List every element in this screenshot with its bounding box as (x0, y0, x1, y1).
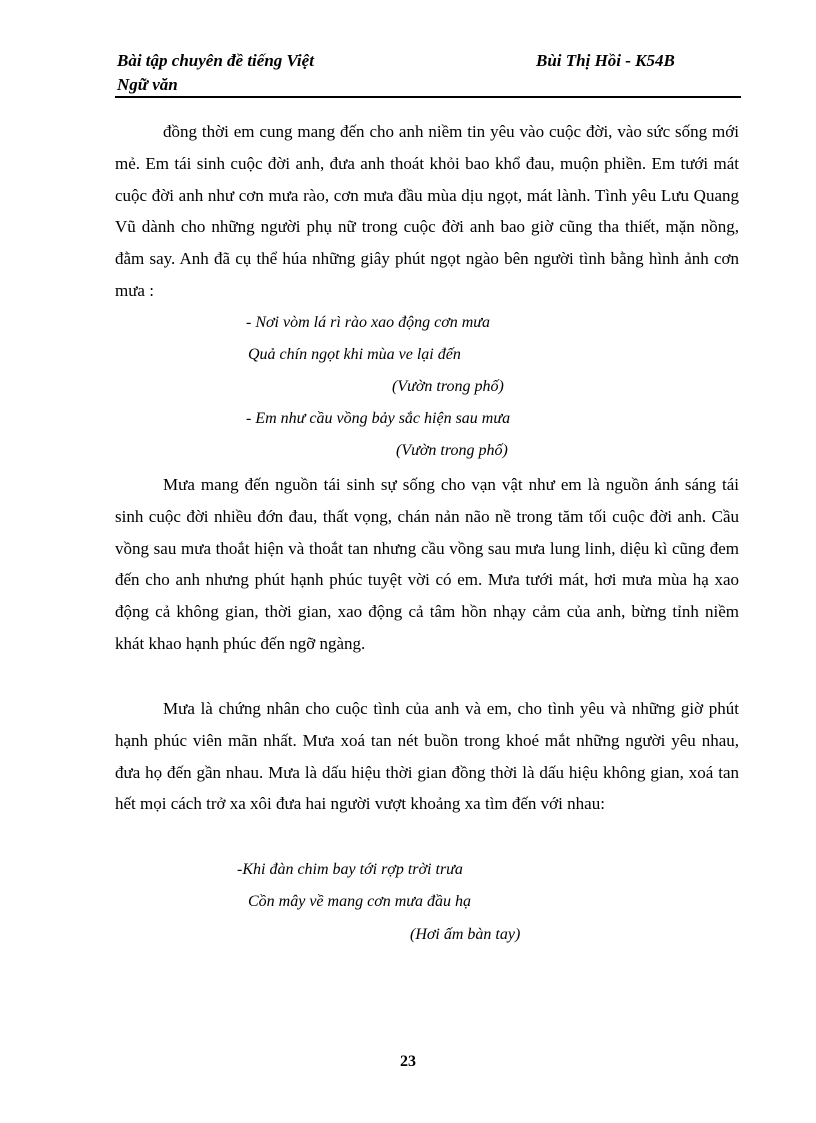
header-divider (115, 96, 741, 98)
verse-source-2: (Vườn trong phố) (396, 442, 508, 459)
verse-line-3: - Em như cầu vồng bảy sắc hiện sau mưa (246, 410, 511, 427)
paragraph-1: đồng thời em cung mang đến cho anh niềm tin yêu vào cuộc đời, vào sức sống mới mẻ. Em tái sinh cuộc đời anh, đưa anh thoát khỏi bao khổ đau, muộn phiền. Em tưới mát cuộc đời anh như cơn mưa rào, cơn mưa đầu mùa dịu ngọt, mát lành. Tình yêu Lưu Quang Vũ dành cho những người phụ nữ trong cuộc đời anh bao giờ cũng tha thiết, mặn nồng, đằm say. Anh đã cụ thể húa những giây phút ngọt ngào bên người tình bằng hình ảnh cơn mưa : (115, 122, 739, 300)
verse-source-3: (Hơi ấm bàn tay) (410, 926, 521, 943)
header-subject: Ngữ văn (117, 75, 178, 94)
paragraph-2: Mưa mang đến nguồn tái sinh sự sống cho vạn vật như em là nguồn ánh sáng tái sinh cuộc đời nhiều đớn đau, thất vọng, chán nản não nề trong tăm tối cuộc đời anh. Cầu vồng sau mưa thoắt hiện và thoắt tan nhưng cầu vồng sau mưa lung linh, diệu kì cũng đem đến cho anh nhưng phút hạnh phúc tuyệt vời có em. Mưa tưới mát, hơi mưa mùa hạ xao động cả không gian, thời gian, xao động cả tâm hồn nhạy cảm của anh, bừng tỉnh niềm khát khao hạnh phúc đến ngỡ ngàng. (115, 475, 739, 653)
verse-source-1: (Vườn trong phố) (392, 378, 504, 395)
header-author: Bùi Thị Hồi - K54B (536, 51, 675, 70)
page-number: 23 (400, 1053, 416, 1070)
verse-line-5: Cồn mây về mang cơn mưa đầu hạ (248, 893, 472, 910)
header-course-title: Bài tập chuyên đề tiếng Việt (117, 51, 314, 70)
verse-line-4: -Khi đàn chim bay tới rợp trời trưa (237, 861, 463, 878)
paragraph-3: Mưa là chứng nhân cho cuộc tình của anh và em, cho tình yêu và những giờ phút hạnh phúc viên mãn nhất. Mưa xoá tan nét buồn trong khoé mắt những người yêu nhau, đưa họ đến gần nhau. Mưa là dấu hiệu thời gian đồng thời là dấu hiệu không gian, xoá tan hết mọi cách trở xa xôi đưa hai người vượt khoảng xa tìm đến với nhau: (115, 699, 739, 814)
verse-line-2: Quả chín ngọt khi mùa ve lại đến (248, 346, 461, 363)
verse-line-1: - Nơi vòm lá rì rào xao động cơn mưa (246, 314, 491, 331)
